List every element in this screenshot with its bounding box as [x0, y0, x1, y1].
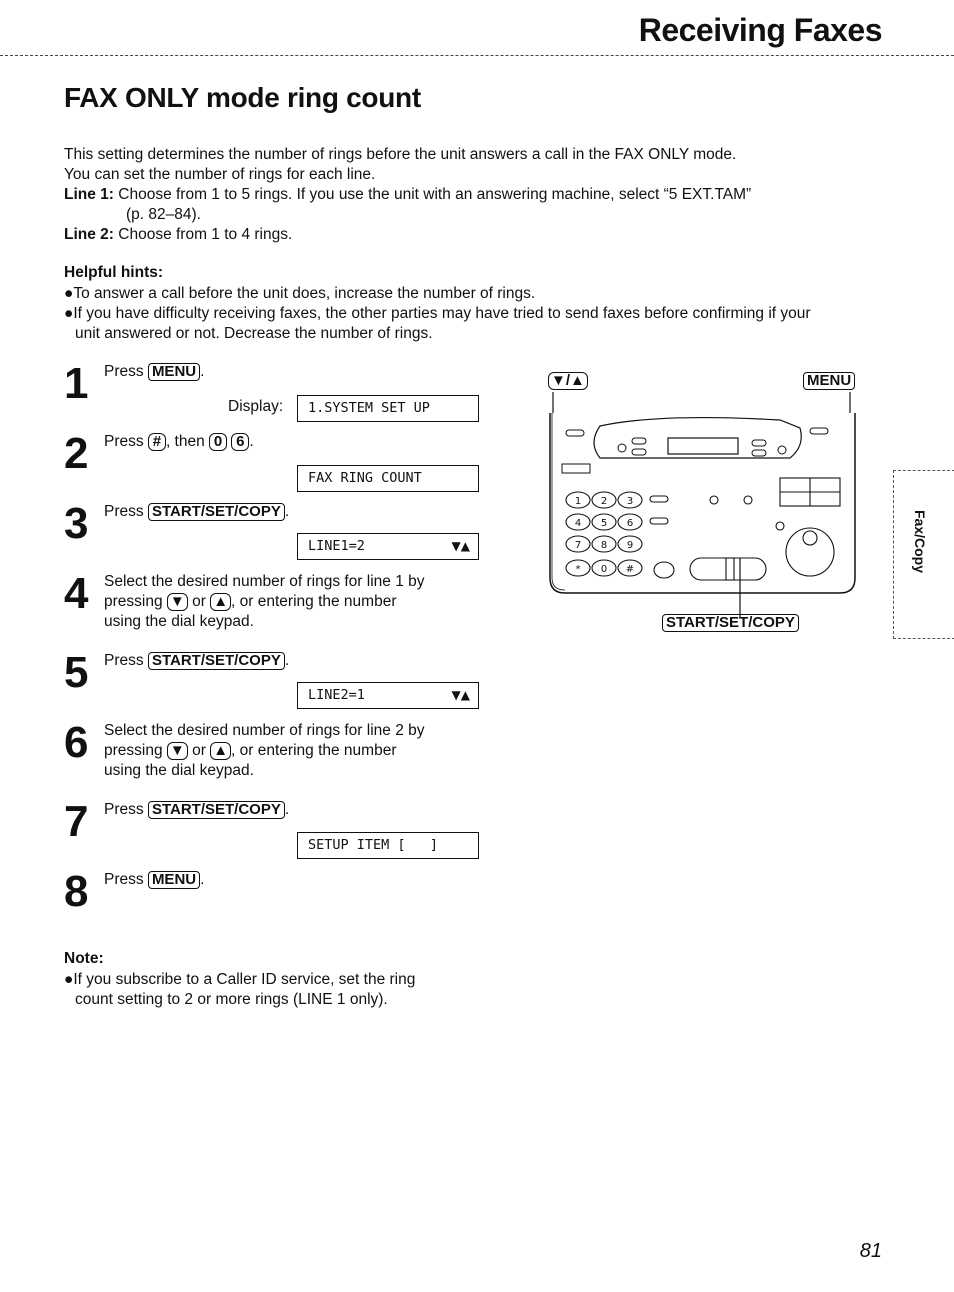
step-verb: Press [104, 433, 144, 450]
lcd-display [297, 533, 479, 560]
note [64, 970, 464, 1010]
start-set-copy-key: START/SET/COPY [148, 503, 285, 521]
fax-panel-illustration [540, 368, 870, 638]
step-instruction [104, 651, 484, 671]
line2-label: Line 2: [64, 226, 114, 243]
line1-continuation: (p. 82–84). [126, 206, 201, 223]
lcd-text: LINE1=2 [308, 538, 365, 554]
lcd-display [297, 395, 479, 422]
svg-text:0: 0 [600, 564, 608, 575]
helpful-hints-heading: Helpful hints: [64, 264, 164, 281]
display-label: Display: [228, 398, 284, 415]
lcd-text: 1.SYSTEM SET UP [308, 400, 430, 416]
helpful-hints [64, 284, 894, 344]
step-line: using the dial keypad. [104, 613, 254, 630]
start-set-copy-key: START/SET/COPY [148, 801, 285, 819]
step-number: 7 [64, 797, 89, 846]
step-instruction [104, 362, 484, 382]
step-verb: Press [104, 801, 144, 818]
lcd-text: FAX RING COUNT [308, 470, 422, 486]
step-number: 1 [64, 359, 89, 408]
step-number: 6 [64, 718, 89, 767]
step-verb: pressing [104, 593, 163, 610]
svg-text:3: 3 [626, 496, 634, 507]
svg-text:1: 1 [574, 496, 582, 507]
step-end: . [284, 801, 290, 818]
svg-text:*: * [575, 564, 581, 575]
zero-key: 0 [209, 433, 227, 451]
svg-text:8: 8 [600, 540, 608, 551]
line2-text: Choose from 1 to 4 rings. [118, 226, 293, 243]
six-key: 6 [231, 433, 249, 451]
step-verb: Press [104, 503, 144, 520]
menu-key: MENU [148, 871, 200, 889]
line1-text: Choose from 1 to 5 rings. If you use the unit with an answering machine, select “5 EXT.TAM” [118, 186, 752, 203]
step-number: 5 [64, 648, 89, 697]
lcd-display [297, 465, 479, 492]
arrows-icon: ▼▲ [451, 688, 470, 702]
hash-key: # [148, 433, 166, 451]
step-rest: , or entering the number [231, 742, 397, 759]
hint-continuation: unit answered or not. Decrease the number of rings. [75, 325, 433, 342]
arrows-icon: ▼▲ [451, 539, 470, 553]
step-or: or [192, 742, 206, 759]
up-arrow-icon: ▲ [210, 742, 231, 760]
step-or: or [192, 593, 206, 610]
header-title: Receiving Faxes [638, 12, 882, 48]
step-instruction [104, 502, 484, 522]
lcd-display [297, 682, 479, 709]
step-verb: Press [104, 871, 144, 888]
step-number: 8 [64, 867, 89, 916]
step-line [104, 741, 484, 761]
step-end: . [284, 503, 290, 520]
line1-info [64, 185, 894, 205]
step-verb: Press [104, 652, 144, 669]
lcd-text: LINE2=1 [308, 687, 365, 703]
svg-text:9: 9 [626, 540, 634, 551]
svg-text:6: 6 [626, 518, 634, 529]
lcd-text: SETUP ITEM [ ] [308, 837, 439, 853]
up-arrow-icon: ▲ [210, 593, 231, 611]
step-instruction [104, 870, 484, 890]
page-number: 81 [859, 1240, 882, 1262]
start-set-copy-key-label: START/SET/COPY [662, 614, 799, 632]
step-line [104, 592, 484, 612]
step-verb: Press [104, 363, 144, 380]
svg-text:#: # [625, 564, 635, 575]
side-tab-label: Fax/Copy [912, 510, 928, 574]
menu-key: MENU [148, 363, 200, 381]
svg-text:4: 4 [574, 518, 582, 529]
step-line: using the dial keypad. [104, 762, 254, 779]
hint-item: ●To answer a call before the unit does, increase the number of rings. [64, 285, 536, 302]
line2-info [64, 225, 894, 245]
menu-key-label: MENU [803, 372, 855, 390]
svg-text:5: 5 [600, 518, 608, 529]
intro-line: You can set the number of rings for each line. [64, 166, 376, 183]
intro-line: This setting determines the number of rings before the unit answers a call in the FAX ONLY mode. [64, 146, 737, 163]
svg-text:7: 7 [574, 540, 582, 551]
step-end: . [249, 433, 254, 450]
intro-text [64, 145, 894, 245]
down-arrow-icon: ▼ [167, 742, 188, 760]
step-instruction [104, 721, 484, 781]
hint-item: ●If you have difficulty receiving faxes, the other parties may have tried to send faxes before confirming if your [64, 305, 811, 322]
note-continuation: count setting to 2 or more rings (LINE 1 only). [75, 991, 388, 1008]
arrow-keys-label: ▼/▲ [548, 372, 588, 390]
down-arrow-icon: ▼ [167, 593, 188, 611]
step-instruction [104, 800, 484, 820]
step-rest: , or entering the number [231, 593, 397, 610]
start-set-copy-key: START/SET/COPY [148, 652, 285, 670]
step-verb: pressing [104, 742, 163, 759]
note-heading: Note: [64, 950, 104, 967]
step-number: 2 [64, 429, 89, 478]
header-divider [0, 55, 954, 56]
lcd-display [297, 832, 479, 859]
step-end: . [284, 652, 290, 669]
step-instruction [104, 432, 484, 452]
step-instruction [104, 572, 484, 632]
step-end: . [200, 363, 205, 380]
step-number: 3 [64, 499, 89, 548]
line1-label: Line 1: [64, 186, 114, 203]
control-panel-diagram [540, 368, 870, 638]
svg-text:2: 2 [600, 496, 608, 507]
step-mid: , then [165, 433, 205, 450]
note-text: ●If you subscribe to a Caller ID service, set the ring [64, 971, 416, 988]
step-line: Select the desired number of rings for line 1 by [104, 573, 425, 590]
step-number: 4 [64, 569, 89, 618]
step-line: Select the desired number of rings for line 2 by [104, 722, 425, 739]
section-title: FAX ONLY mode ring count [64, 82, 421, 113]
step-end: . [200, 871, 205, 888]
